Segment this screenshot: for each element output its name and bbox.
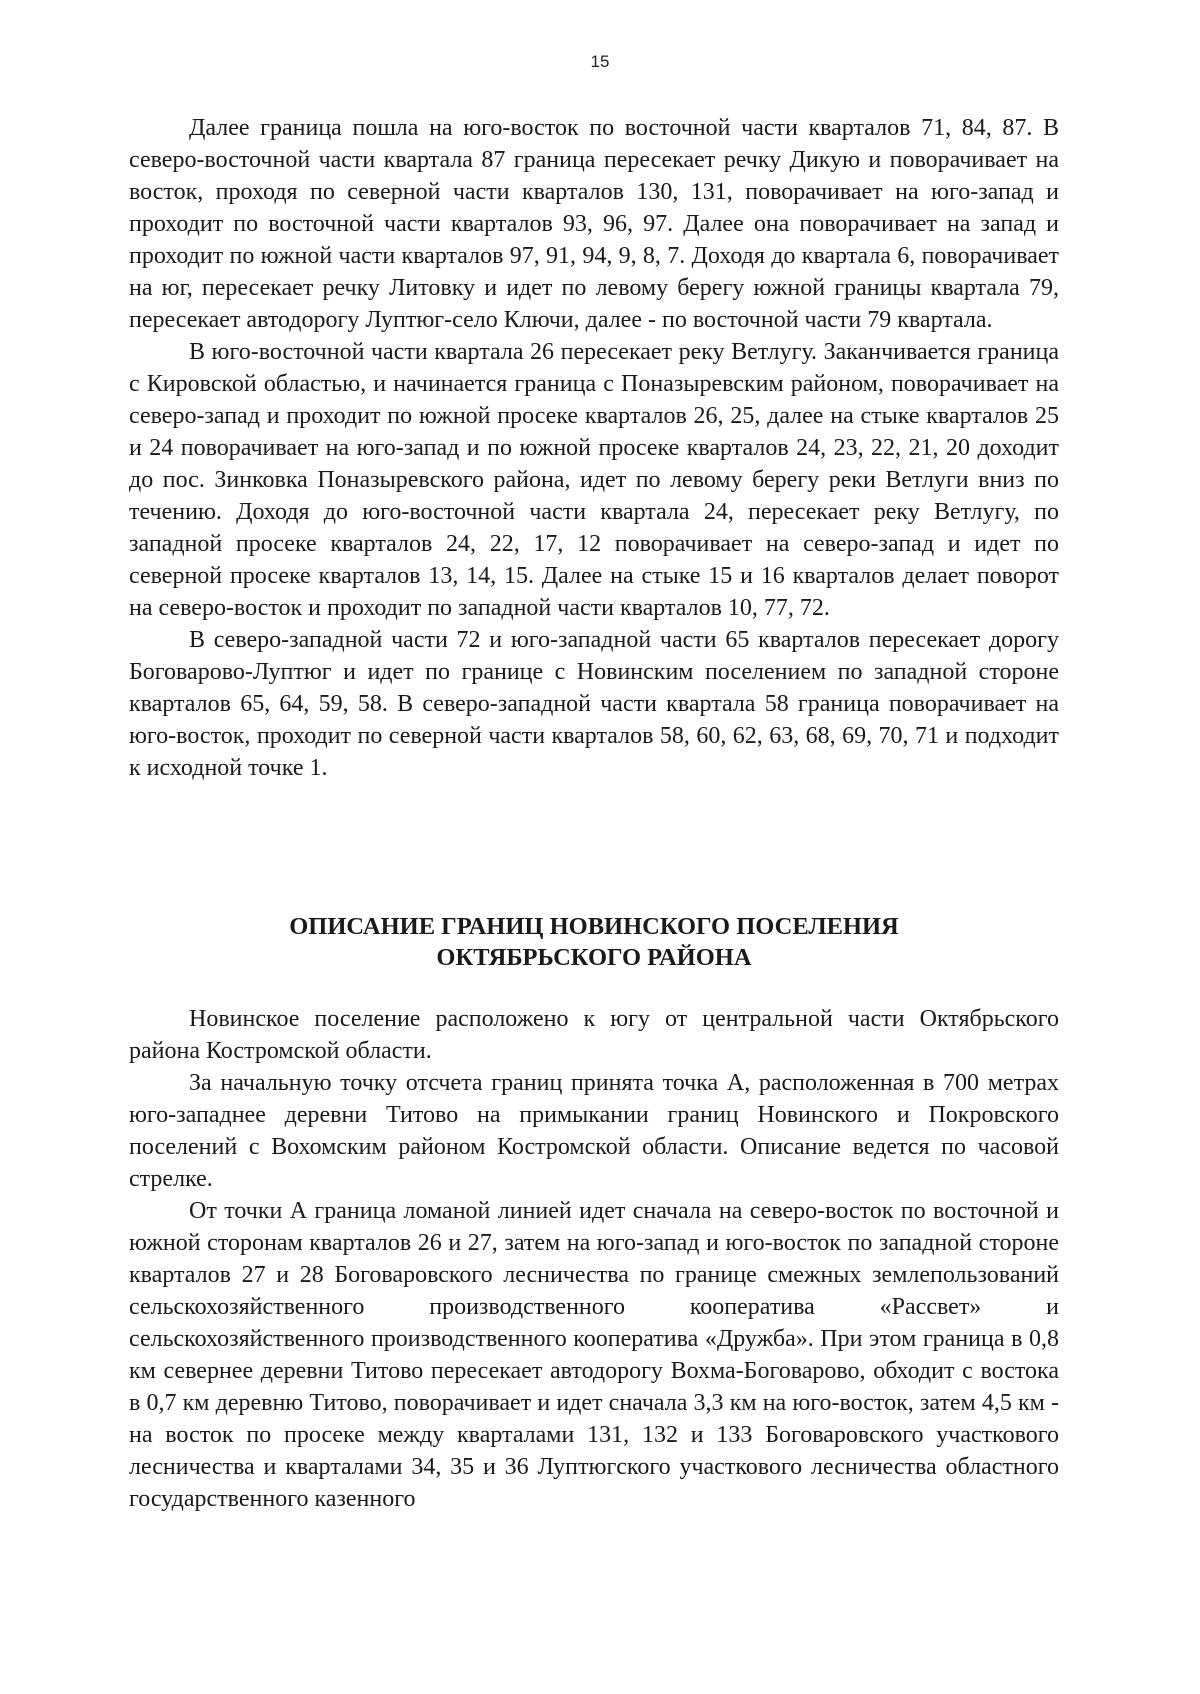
section-heading [129, 911, 1059, 973]
section-heading-line-2: ОКТЯБРЬСКОГО РАЙОНА [436, 944, 752, 971]
paragraph: Далее граница пошла на юго-восток по восточной части кварталов 71, 84, 87. В северо-восточной части квартала 87 граница пересекает речку Дикую и поворачивает на восток, проходя по северной части кварталов 130, 131, поворачивает на юго-запад и проходит по восточной части кварталов 93, 96, 97. Далее она поворачивает на запад и проходит по южной части кварталов 97, 91, 94, 9, 8, 7. Доходя до квартала 6, поворачивает на юг, пересекает речку Литовку и идет по левому берегу южной границы квартала 79, пересекает автодорогу Луптюг-село Ключи, далее - по восточной части 79 квартала. [129, 115, 1059, 333]
paragraph: В северо-западной части 72 и юго-западной части 65 кварталов пересекает дорогу Боговарово-Луптюг и идет по границе с Новинским поселением по западной стороне кварталов 65, 64, 59, 58. В северо-западной части квартала 58 граница поворачивает на юго-восток, проходит по северной части кварталов 58, 60, 62, 63, 68, 69, 70, 71 и подходит к исходной точке 1. [129, 627, 1059, 781]
novinskoe-boundary-description [129, 1003, 1059, 1515]
paragraph: В юго-восточной части квартала 26 пересекает реку Ветлугу. Заканчивается граница с Кировской областью, и начинается граница с Поназыревским районом, поворачивает на северо-запад и проходит по южной просеке кварталов 26, 25, далее на стыке кварталов 25 и 24 поворачивает на юго-запад и по южной просеке кварталов 24, 23, 22, 21, 20 доходит до пос. Зинковка Поназыревского района, идет по левому берегу реки Ветлуги вниз по течению. Доходя до юго-восточной части квартала 24, пересекает реку Ветлугу, по западной просеке кварталов 24, 22, 17, 12 поворачивает на северо-запад и идет по северной просеке кварталов 13, 14, 15. Далее на стыке 15 и 16 кварталов делает поворот на северо-восток и проходит по западной части кварталов 10, 77, 72. [129, 339, 1059, 621]
section-heading-line-1: ОПИСАНИЕ ГРАНИЦ НОВИНСКОГО ПОСЕЛЕНИЯ [289, 913, 899, 940]
page-number: 15 [590, 52, 610, 71]
paragraph: За начальную точку отсчета границ принята точка А, расположенная в 700 метрах юго-западнее деревни Титово на примыкании границ Новинского и Покровского поселений с Вохомским районом Костромской области. Описание ведется по часовой стрелке. [129, 1070, 1059, 1192]
boundary-description-continued [129, 112, 1059, 784]
paragraph: Новинское поселение расположено к югу от центральной части Октябрьского района Костромской области. [129, 1006, 1059, 1064]
paragraph: От точки А граница ломаной линией идет сначала на северо-восток по восточной и южной сторонам кварталов 26 и 27, затем на юго-запад и юго-восток по западной стороне кварталов 27 и 28 Боговаровского лесничества по границе смежных землепользований сельскохозяйственного производственного кооператива «Рассвет» и сельскохозяйственного производственного кооператива «Дружба». При этом граница в 0,8 км севернее деревни Титово пересекает автодорогу Вохма-Боговарово, обходит с востока в 0,7 км деревню Титово, поворачивает и идет сначала 3,3 км на юго-восток, затем 4,5 км - на восток по просеке между кварталами 131, 132 и 133 Боговаровского участкового лесничества и кварталами 34, 35 и 36 Луптюгского участкового лесничества областного государственного казенного [129, 1198, 1059, 1512]
